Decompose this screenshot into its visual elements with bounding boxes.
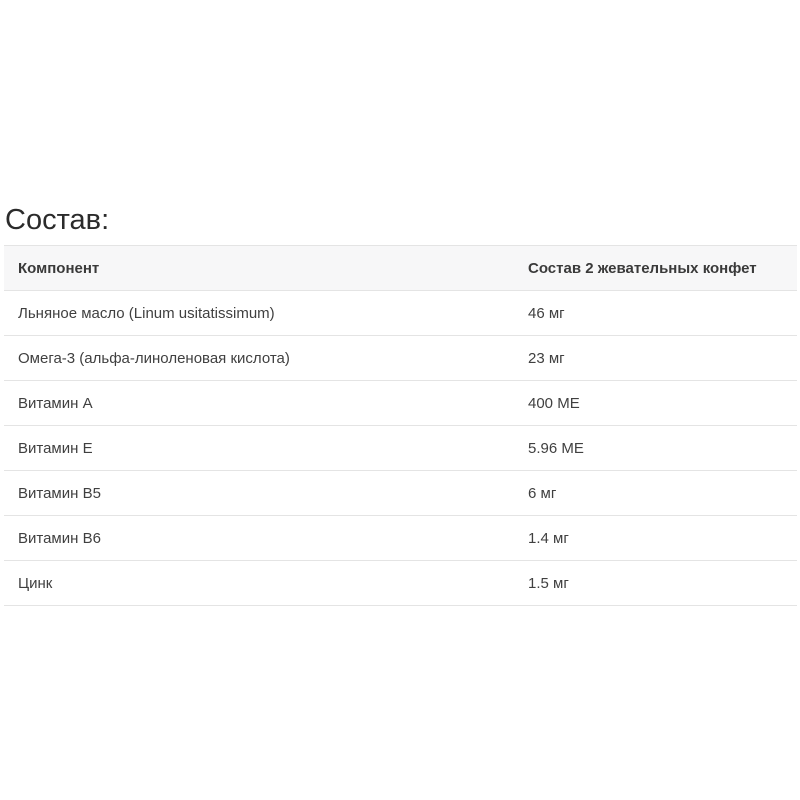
cell-amount: 1.5 мг (514, 561, 797, 606)
table-row (4, 561, 797, 606)
table-header (4, 246, 797, 291)
header-component: Компонент (4, 246, 514, 291)
section-title: Состав: (5, 204, 110, 236)
table-row (4, 471, 797, 516)
cell-component: Льняное масло (Linum usitatissimum) (4, 291, 514, 336)
cell-amount: 5.96 МЕ (514, 426, 797, 471)
table-body (4, 291, 797, 606)
cell-amount: 23 мг (514, 336, 797, 381)
table-row (4, 516, 797, 561)
cell-component: Витамин В5 (4, 471, 514, 516)
table-row (4, 336, 797, 381)
cell-amount: 6 мг (514, 471, 797, 516)
cell-amount: 400 МЕ (514, 381, 797, 426)
cell-component: Витамин В6 (4, 516, 514, 561)
cell-component: Витамин Е (4, 426, 514, 471)
cell-amount: 46 мг (514, 291, 797, 336)
cell-component: Витамин А (4, 381, 514, 426)
header-amount: Состав 2 жевательных конфет (514, 246, 797, 291)
cell-component: Цинк (4, 561, 514, 606)
table-row (4, 291, 797, 336)
table-row (4, 426, 797, 471)
cell-component: Омега-3 (альфа-линоленовая кислота) (4, 336, 514, 381)
composition-table (4, 245, 797, 606)
table-row (4, 381, 797, 426)
table-header-row (4, 246, 797, 291)
cell-amount: 1.4 мг (514, 516, 797, 561)
